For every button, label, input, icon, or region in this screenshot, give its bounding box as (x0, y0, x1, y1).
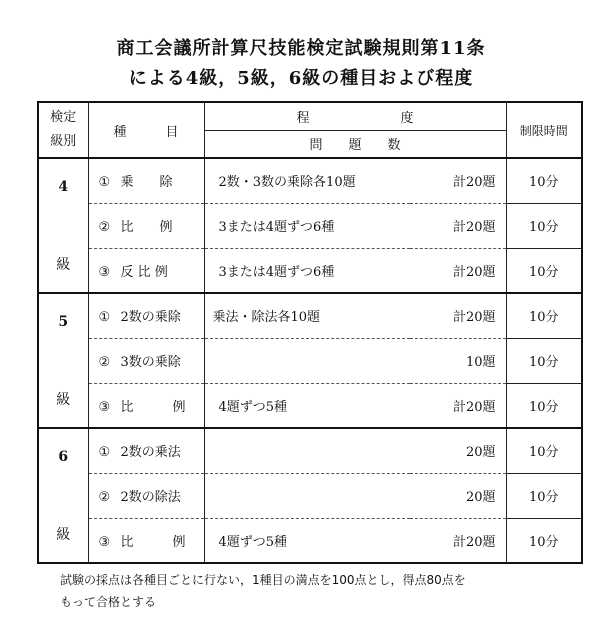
category-cell (88, 293, 204, 338)
problem-description: 2数・3数の乗除各10題 (204, 158, 410, 203)
time-limit-value: 10分 (506, 338, 582, 383)
header-level (38, 102, 88, 158)
time-limit-value: 10分 (506, 428, 582, 473)
problem-total: 20題 (410, 428, 506, 473)
problem-total: 計20題 (410, 293, 506, 338)
problem-description: 乗法・除法各10題 (204, 293, 410, 338)
level-number: 6 (58, 449, 69, 465)
problem-description: 4題ずつ5種 (204, 383, 410, 428)
table-row (38, 338, 582, 383)
level-kyu: 級 (56, 257, 71, 273)
document-title-line-1: 商工会議所計算尺技能検定試験規則第11条 (116, 38, 486, 59)
time-limit-value: 10分 (506, 158, 582, 203)
problem-description (204, 473, 410, 518)
time-limit-value: 10分 (506, 518, 582, 563)
item-name: 2数の乗除 (120, 310, 181, 326)
item-name: 比 例 (120, 220, 173, 235)
table-row (38, 473, 582, 518)
item-name: 反 比 例 (120, 264, 168, 280)
footnote (60, 569, 580, 613)
problem-description (204, 338, 410, 383)
problem-description (204, 428, 410, 473)
table-row (38, 203, 582, 248)
level-number: 4 (58, 179, 69, 195)
problem-total: 計20題 (410, 248, 506, 293)
level-cell-6 (38, 428, 88, 563)
item-number: ③ (98, 264, 111, 280)
level-cell-4 (38, 158, 88, 293)
category-cell (88, 158, 204, 203)
category-cell (88, 383, 204, 428)
item-number: ① (98, 175, 111, 191)
problem-total: 計20題 (410, 203, 506, 248)
header-level-top: 検定 (50, 110, 77, 125)
item-number: ③ (98, 534, 111, 550)
table-row (38, 518, 582, 563)
category-cell (88, 428, 204, 473)
document-title-line-2: による4級，5級，6級の種目および程度 (128, 68, 474, 89)
level-kyu: 級 (56, 527, 71, 543)
item-name: 乗 除 (120, 175, 173, 191)
category-cell (88, 518, 204, 563)
header-problems: 問 題 数 (204, 130, 506, 158)
problem-total: 20題 (410, 473, 506, 518)
exam-rules-table (37, 101, 583, 564)
header-category: 種 目 (88, 102, 204, 158)
problem-total: 計20題 (410, 518, 506, 563)
category-cell (88, 248, 204, 293)
problem-total: 計20題 (410, 158, 506, 203)
footnote-line-2: もって合格とする (60, 595, 157, 609)
time-limit-value: 10分 (506, 248, 582, 293)
header-degree: 程 度 (204, 102, 506, 130)
time-limit-value: 10分 (506, 293, 582, 338)
category-cell (88, 338, 204, 383)
item-number: ③ (98, 399, 111, 415)
category-cell (88, 203, 204, 248)
table-row (38, 158, 582, 203)
category-cell (88, 473, 204, 518)
level-number: 5 (58, 314, 69, 330)
item-name: 比 例 (120, 399, 186, 415)
footnote-line-1: 試験の採点は各種目ごとに行ない，1種目の満点を100点とし，得点80点を (60, 573, 466, 587)
level-cell-5 (38, 293, 88, 428)
problem-description: 4題ずつ5種 (204, 518, 410, 563)
problem-total: 10題 (410, 338, 506, 383)
item-name: 2数の乗法 (120, 445, 181, 461)
item-name: 3数の乗除 (120, 355, 181, 370)
table-row (38, 248, 582, 293)
item-number: ① (98, 310, 111, 326)
item-name: 2数の除法 (120, 490, 181, 505)
problem-description: 3または4題ずつ6種 (204, 248, 410, 293)
item-number: ② (98, 220, 111, 235)
table-row (38, 293, 582, 338)
time-limit-value: 10分 (506, 473, 582, 518)
header-time-limit: 制限時間 (506, 102, 582, 158)
problem-description: 3または4題ずつ6種 (204, 203, 410, 248)
item-number: ② (98, 355, 111, 370)
time-limit-value: 10分 (506, 383, 582, 428)
time-limit-value: 10分 (506, 203, 582, 248)
item-number: ① (98, 445, 111, 461)
level-kyu: 級 (56, 392, 71, 408)
item-number: ② (98, 490, 111, 505)
header-level-bottom: 級別 (50, 134, 77, 149)
table-row (38, 383, 582, 428)
problem-total: 計20題 (410, 383, 506, 428)
table-row (38, 428, 582, 473)
item-name: 比 例 (120, 534, 186, 550)
